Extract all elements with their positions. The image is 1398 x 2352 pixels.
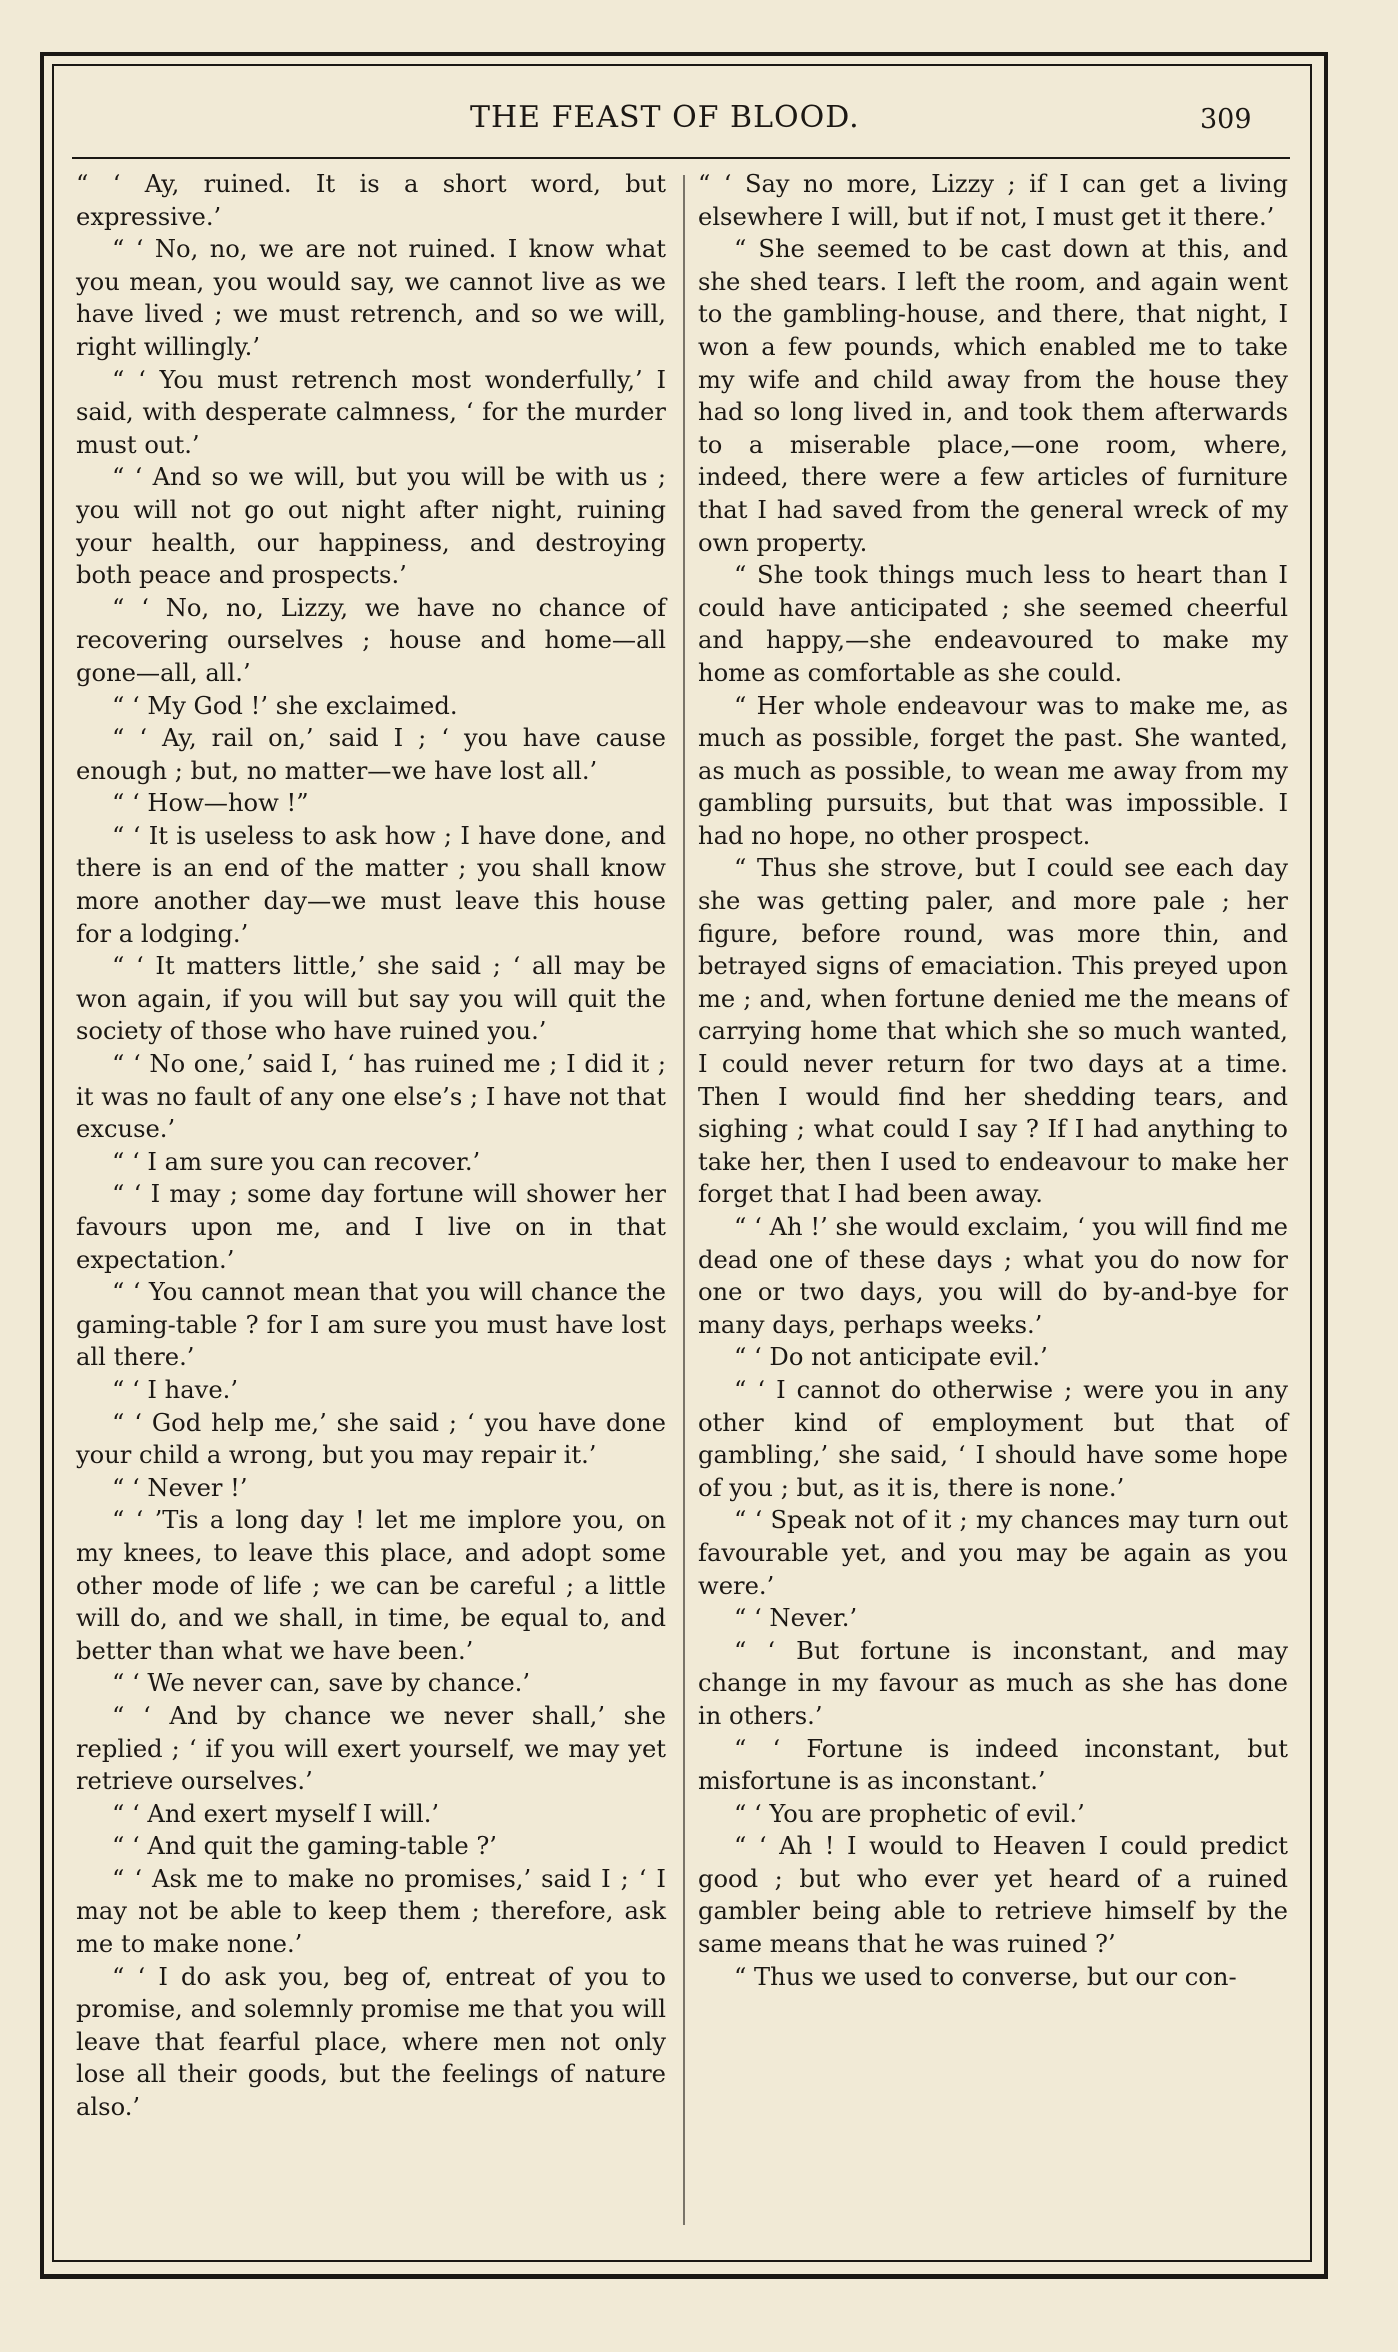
right-column <box>698 168 1288 1993</box>
frame-inner-right <box>1310 64 1312 2262</box>
paragraph: “ ‘ Speak not of it ; my chances may turn out favourable yet, and you may be again as you were.’ <box>698 1506 1288 1600</box>
paragraph: “ ‘ And so we will, but you will be with us ; you will not go out night after night, ruining your health, our happiness, and destroying both peace and prospects.’ <box>76 463 666 590</box>
paragraph: “ ‘ Never.’ <box>734 1604 858 1633</box>
paragraph: “ ‘ It matters little,’ she said ; ‘ all may be won again, if you will but say you will quit the society of those who have ruined you.’ <box>76 952 666 1046</box>
paragraph: “ ‘ God help me,’ she said ; ‘ you have done your child a wrong, but you may repair it.’ <box>76 1408 666 1470</box>
paragraph: “ ‘ Ay, rail on,’ said I ; ‘ you have cause enough ; but, no matter—we have lost all.’ <box>76 724 666 785</box>
paragraph: “ ‘ You are prophetic of evil.’ <box>734 1799 1085 1828</box>
paragraph: “ ‘ We never can, save by chance.’ <box>112 1669 531 1698</box>
paragraph: “ ‘ My God !’ she exclaimed. <box>112 691 458 720</box>
paragraph: “ She seemed to be cast down at this, and she shed tears. I left the room, and again went to the gambling-house, and there, that night, I won a few pounds, which enabled me to take my wife and child away from the house they had so long lived in, and took them afterwards to a miserable place,—one room, where, indeed, there were a few articles of furniture that I had saved from the general wreck of my own property. <box>698 235 1288 557</box>
paragraph: “ ‘ I do ask you, beg of, entreat of you to promise, and solemnly promise me that you will leave that fearful place, where men not only lose all their goods, but the feelings of nature also.’ <box>76 1962 666 2122</box>
paragraph: “ ‘ Ah !’ she would exclaim, ‘ you will find me dead one of these days ; what you do now for one or two days, you will do by-and-bye for many days, perhaps weeks.’ <box>698 1213 1288 1339</box>
paragraph: “ Thus we used to converse, but our con- <box>734 1962 1237 1991</box>
paragraph: “ Her whole endeavour was to make me, as much as possible, forget the past. She wanted, as much as possible, to wean me away from my gambling pursuits, but that was impossible. I had no hope, no other prospect. <box>698 691 1288 850</box>
paragraph: “ ‘ You cannot mean that you will chance the gaming-table ? for I am sure you must have lost all there.’ <box>76 1278 666 1372</box>
running-head: THE FEAST OF BLOOD. <box>470 100 860 135</box>
paragraph: “ ‘ I may ; some day fortune will shower her favours upon me, and I live on in that expectation.’ <box>76 1180 666 1274</box>
paragraph: “ ‘ ’Tis a long day ! let me implore you, on my knees, to leave this place, and adopt some other mode of life ; we can be careful ; a little will do, and we shall, in time, be equal to, and better than what we have been.’ <box>76 1506 666 1665</box>
paragraph: “ ‘ Never !’ <box>112 1473 248 1502</box>
column-divider <box>683 175 685 2225</box>
paragraph: “ ‘ No, no, Lizzy, we have no chance of recovering ourselves ; house and home—all gone—all, all.’ <box>76 593 666 687</box>
paragraph: “ ‘ I am sure you can recover.’ <box>112 1147 481 1176</box>
frame-rule-bottom-outer <box>40 2274 1328 2279</box>
paragraph: “ ‘ Do not anticipate evil.’ <box>734 1343 1048 1372</box>
left-column <box>76 168 666 2124</box>
paragraph: “ ‘ Fortune is indeed inconstant, but misfortune is as inconstant.’ <box>698 1734 1288 1796</box>
paragraph: “ ‘ I cannot do otherwise ; were you in any other kind of employment but that of gambling,’ she said, ‘ I should have some hope of you ; but, as it is, there is none.’ <box>698 1375 1288 1502</box>
paragraph: “ ‘ No one,’ said I, ‘ has ruined me ; I did it ; it was no fault of any one else’s ; I have not that excuse.’ <box>76 1050 666 1144</box>
paragraph: “ ‘ It is useless to ask how ; I have done, and there is an end of the matter ; you shall know more another day—we must leave this house for a lodging.’ <box>76 821 666 948</box>
paragraph: “ ‘ No, no, we are not ruined. I know what you mean, you would say, we cannot live as we have lived ; we must retrench, and so we will, right willingly.’ <box>76 235 666 361</box>
paragraph: “ ‘ Say no more, Lizzy ; if I can get a living elsewhere I will, but if not, I must get it there.’ <box>698 170 1288 231</box>
frame-rule-bottom-inner <box>52 2260 1312 2262</box>
paragraph: “ ‘ Ah ! I would to Heaven I could predict good ; but who ever yet heard of a ruined gambler being able to retrieve himself by the same means that he was ruined ?’ <box>698 1832 1288 1959</box>
paragraph: “ She took things much less to heart than I could have anticipated ; she seemed cheerful and happy,—she endeavoured to make my home as comfortable as she could. <box>698 561 1288 687</box>
paragraph: “ ‘ And quit the gaming-table ?’ <box>112 1832 497 1861</box>
paragraph: “ Thus she strove, but I could see each day she was getting paler, and more pale ; her figure, before round, was more thin, and betrayed signs of emaciation. This preyed upon me ; and, when fortune denied me the means of carrying home that which she so much wanted, I could never return for two days at a time. Then I would find her shedding tears, and sighing ; what could I say ? If I had anything to take her, then I used to endeavour to make her forget that I had been away. <box>698 854 1288 1209</box>
paragraph: “ ‘ You must retrench most wonderfully,’ I said, with desperate calmness, ‘ for the murder must out.’ <box>76 365 666 459</box>
page-number: 309 <box>1200 104 1252 135</box>
paragraph: “ ‘ I have.’ <box>112 1375 239 1404</box>
frame-inner-left <box>52 64 54 2262</box>
paragraph: “ ‘ And exert myself I will.’ <box>112 1799 440 1828</box>
paragraph: “ ‘ And by chance we never shall,’ she replied ; ‘ if you will exert yourself, we may yet retrieve ourselves.’ <box>76 1701 666 1796</box>
paragraph: “ ‘ But fortune is inconstant, and may change in my favour as much as she has done in others.’ <box>698 1636 1288 1730</box>
paragraph: “ ‘ Ay, ruined. It is a short word, but expressive.’ <box>76 170 666 231</box>
paragraph: “ ‘ Ask me to make no promises,’ said I ; ‘ I may not be able to keep them ; therefore, ask me to make none.’ <box>76 1864 666 1959</box>
header-rule <box>72 157 1290 159</box>
paragraph: “ ‘ How—how !” <box>112 789 309 818</box>
